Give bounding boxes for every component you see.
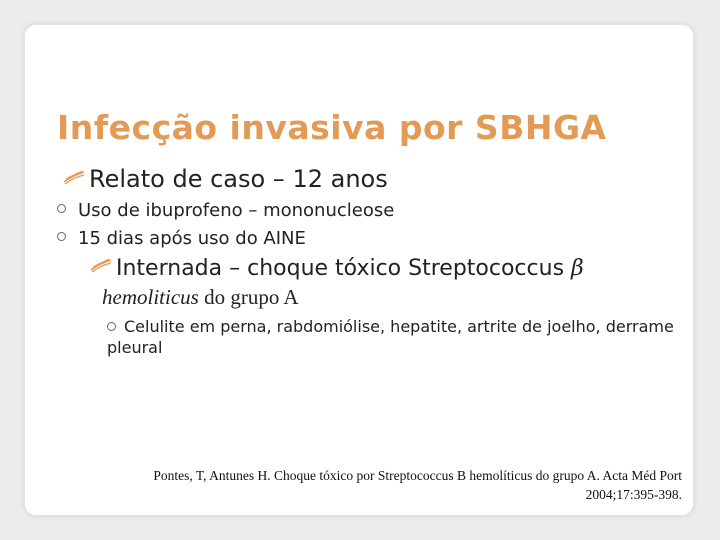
bullet-level2-text: Uso de ibuprofeno – mononucleose: [78, 200, 395, 221]
bullet-level3: [90, 254, 584, 281]
bullet-level1: [63, 163, 388, 193]
citation: [62, 466, 682, 504]
citation-line: Pontes, T, Antunes H. Choque tóxico por Streptococcus B hemolíticus do grupo A. Acta Méd Port: [153, 468, 682, 483]
bullet-level2-text: 15 dias após uso do AINE: [78, 228, 306, 249]
beta-symbol: β: [571, 256, 584, 281]
bullet-level3-text: Internada – choque tóxico Streptococcus: [116, 256, 565, 281]
bullet-level3-continuation: [102, 285, 299, 310]
group-text: do grupo A: [204, 285, 299, 309]
decorative-dash-icon: [63, 163, 85, 179]
hollow-circle-icon: [107, 322, 116, 331]
bullet-level1-text: Relato de caso – 12 anos: [89, 165, 388, 193]
decorative-dash-icon: [90, 254, 112, 270]
citation-line: 2004;17:395-398.: [585, 487, 682, 502]
hollow-circle-icon: [57, 232, 66, 241]
bullet-level2-item: [57, 228, 306, 249]
bullet-level2-item: [57, 200, 394, 221]
bullet-level4-text: Celulite em perna, rabdomiólise, hepatite, artrite de joelho, derrame pleural: [107, 317, 674, 357]
hollow-circle-icon: [57, 204, 66, 213]
species-italic-text: hemoliticus: [102, 285, 199, 309]
bullet-level4: [107, 316, 697, 358]
slide-title: Infecção invasiva por SBHGA: [57, 108, 607, 147]
